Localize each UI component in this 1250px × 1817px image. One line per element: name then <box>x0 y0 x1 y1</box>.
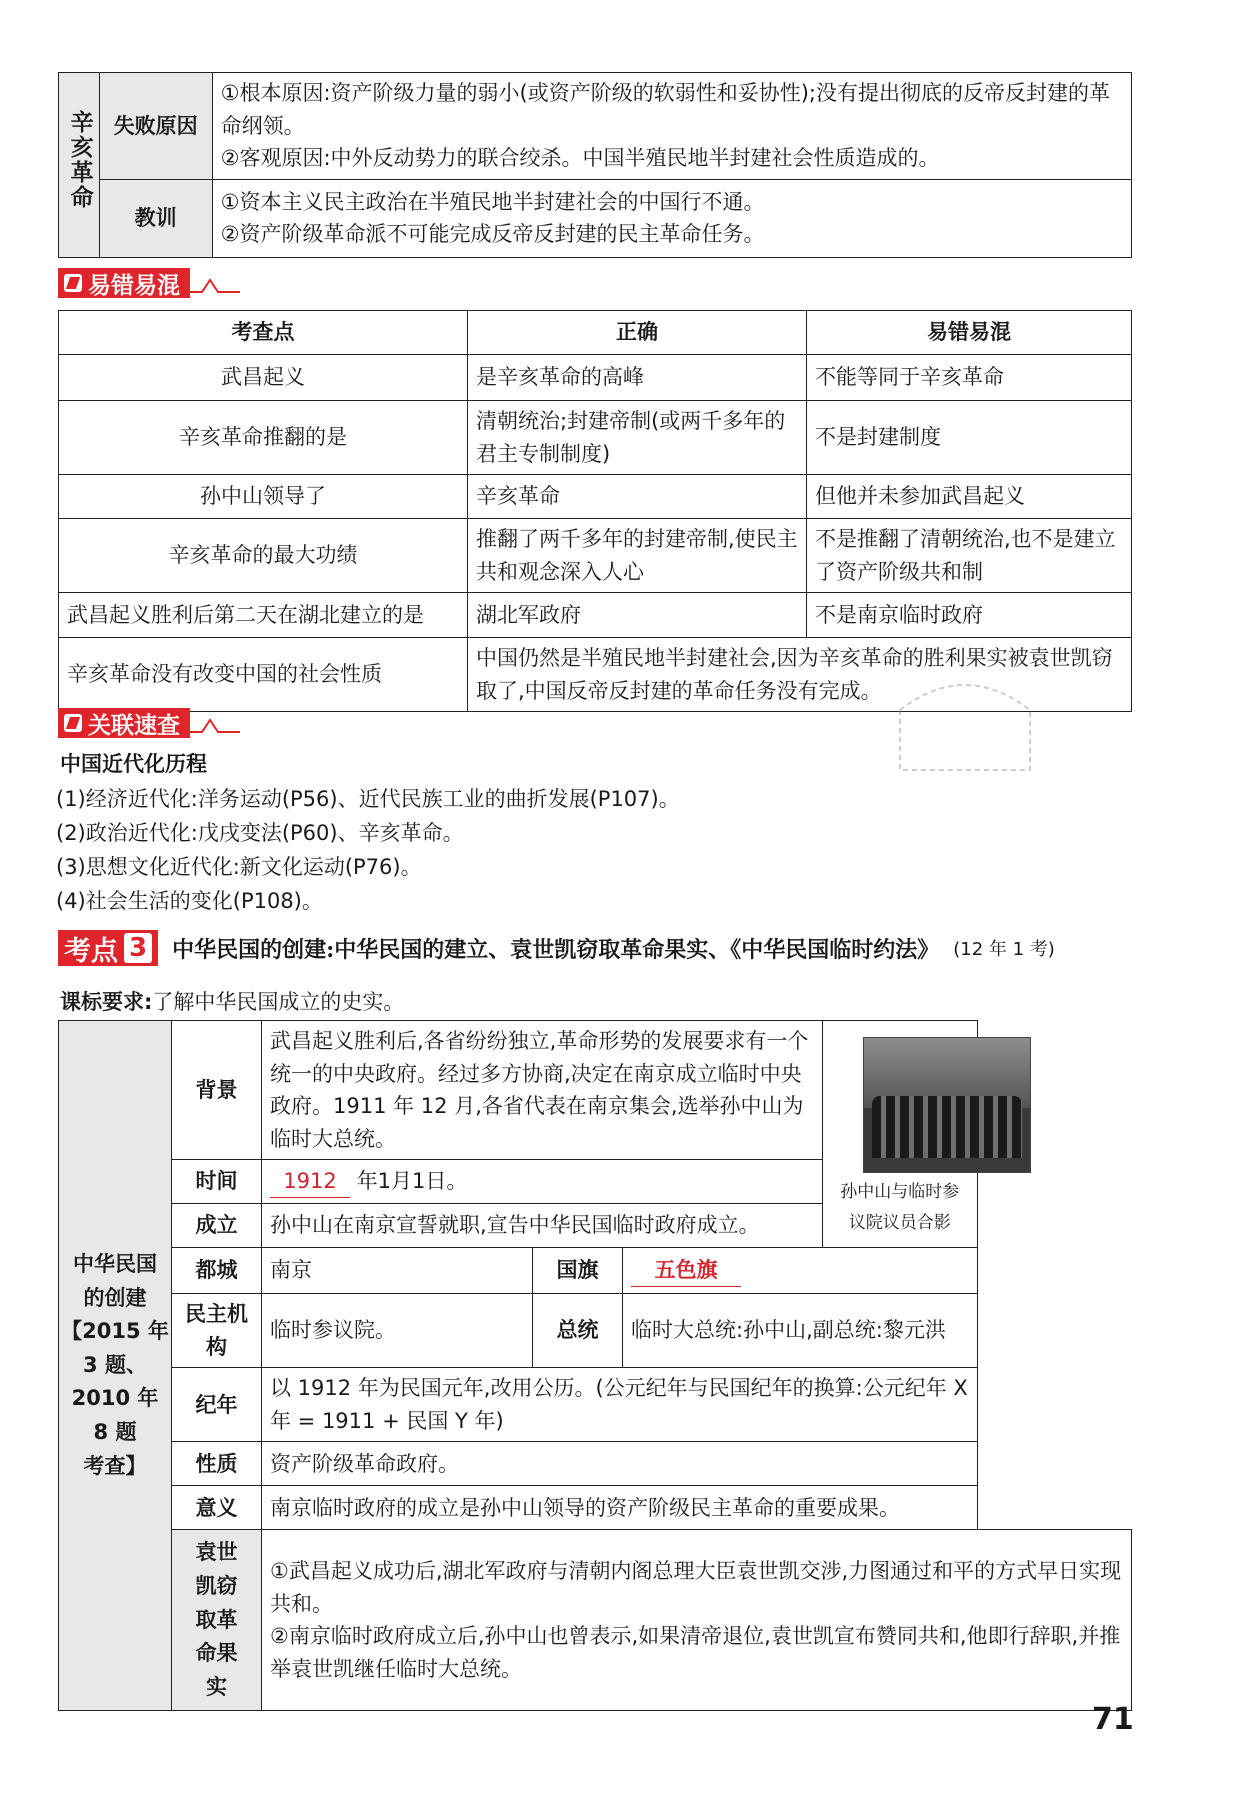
time-answer: 1912 <box>270 1165 350 1199</box>
related-subtitle: 中国近代化历程 <box>60 752 207 776</box>
related-list <box>56 782 680 918</box>
meaning-text: 南京临时政府的成立是孙中山领导的资产阶级民主革命的重要成果。 <box>262 1486 978 1530</box>
header-cell: 正确 <box>468 311 807 355</box>
flag-label: 国旗 <box>533 1248 623 1294</box>
row-line: ②客观原因:中外反动势力的联合绞杀。中国半殖民地半封建社会性质造成的。 <box>220 146 940 171</box>
era-label: 纪年 <box>172 1368 262 1442</box>
table-cell: 武昌起义 <box>59 355 468 401</box>
era-text: 以 1912 年为民国元年,改用公历。(公元纪年与民国纪年的换算:公元纪年 X 年 = 1911 + 民国 Y 年) <box>262 1368 978 1442</box>
xinhai-table <box>58 72 1132 258</box>
capital-value: 南京 <box>262 1248 533 1294</box>
table-cell: 不是封建制度 <box>807 401 1132 475</box>
row-line: ①根本原因:资产阶级力量的弱小(或资产阶级的软弱性和妥协性);没有提出彻底的反帝反封建的革命纲领。 <box>220 81 1110 138</box>
related-banner <box>58 708 240 738</box>
meaning-label: 意义 <box>172 1486 262 1530</box>
kaodian-title: 中华民国的创建:中华民国的建立、袁世凯窃取革命果实、《中华民国临时约法》 <box>172 936 940 963</box>
time-suffix: 年1月1日。 <box>356 1168 468 1193</box>
yuan-line: ①武昌起义成功后,湖北军政府与清朝内阁总理大臣袁世凯交涉,力图通过和平的方式早日实现共和。 <box>270 1559 1122 1616</box>
row-content <box>212 73 1131 180</box>
table-cell: 是辛亥革命的高峰 <box>468 355 807 401</box>
row-label: 教训 <box>99 179 212 257</box>
table-cell: 清朝统治;封建帝制(或两千多年的君主专制制度) <box>468 401 807 475</box>
background-label: 背景 <box>172 1021 262 1160</box>
header-cell: 易错易混 <box>807 311 1132 355</box>
nature-text: 资产阶级革命政府。 <box>262 1442 978 1486</box>
table-cell: 不是南京临时政府 <box>807 593 1132 638</box>
related-title: 关联速查 <box>88 712 180 739</box>
label-line: 8 题 <box>93 1420 137 1445</box>
list-item: (4)社会生活的变化(P108)。 <box>56 889 323 913</box>
stamp-logo <box>890 670 1040 790</box>
photo-cell <box>823 1021 978 1248</box>
row-line: ②资产阶级革命派不可能完成反帝反封建的民主革命任务。 <box>220 222 765 247</box>
table-cell: 辛亥革命推翻的是 <box>59 401 468 475</box>
flag-answer: 五色旗 <box>631 1254 741 1288</box>
president-label: 总统 <box>533 1294 623 1368</box>
flag-cell <box>623 1248 978 1294</box>
table-cell: 辛亥革命 <box>468 475 807 519</box>
table-cell: 中国仍然是半殖民地半封建社会,因为辛亥革命的胜利果实被袁世凯窃取了,中国反帝反封建的革命任务没有完成。 <box>468 638 1132 712</box>
photo-caption: 孙中山与临时参议院议员合影 <box>840 1182 960 1233</box>
yuan-label: 袁世凯窃取革命果实 <box>172 1530 262 1711</box>
president-value: 临时大总统:孙中山,副总统:黎元洪 <box>623 1294 978 1368</box>
democracy-value: 临时参议院。 <box>262 1294 533 1368</box>
section-label-cell <box>59 73 100 258</box>
yuan-content <box>262 1530 1132 1711</box>
curriculum-text: 了解中华民国成立的史实。 <box>152 990 405 1014</box>
democracy-label: 民主机构 <box>172 1294 262 1368</box>
list-item: (2)政治近代化:戊戌变法(P60)、辛亥革命。 <box>56 821 464 845</box>
label-line: 的创建 <box>83 1285 147 1310</box>
yuan-line: ②南京临时政府成立后,孙中山也曾表示,如果清帝退位,袁世凯宣布赞同共和,他即行辞职,并推举袁世凯继任临时大总统。 <box>270 1624 1121 1681</box>
confuse-banner <box>58 268 240 298</box>
table-cell: 辛亥革命没有改变中国的社会性质 <box>59 638 468 712</box>
table-cell: 但他并未参加武昌起义 <box>807 475 1132 519</box>
kaodian-note: (12 年 1 考) <box>953 939 1055 960</box>
table-cell: 武昌起义胜利后第二天在湖北建立的是 <box>59 593 468 638</box>
label-line: 2010 年 <box>71 1386 159 1411</box>
label-line: 3 题、 <box>83 1352 147 1377</box>
historical-photo <box>863 1037 1031 1173</box>
confuse-table <box>58 310 1132 712</box>
pencil-icon <box>64 274 82 292</box>
kaodian-tag-label: 考点 <box>64 935 118 967</box>
table-cell: 不能等同于辛亥革命 <box>807 355 1132 401</box>
curriculum <box>60 986 404 1016</box>
roc-table <box>58 1020 1132 1711</box>
row-line: ①资本主义民主政治在半殖民地半封建社会的中国行不通。 <box>220 189 765 214</box>
kaodian-number: 3 <box>124 933 152 963</box>
list-item: (3)思想文化近代化:新文化运动(P76)。 <box>56 855 422 879</box>
wave-decoration <box>190 272 240 294</box>
table-cell: 湖北军政府 <box>468 593 807 638</box>
table-cell: 孙中山领导了 <box>59 475 468 519</box>
header-cell: 考查点 <box>59 311 468 355</box>
row-content <box>212 179 1131 257</box>
page-number: 71 <box>1092 1702 1134 1737</box>
label-line: 考查】 <box>83 1453 147 1478</box>
kaodian-heading <box>58 930 1138 966</box>
row-label: 失败原因 <box>99 73 212 180</box>
time-cell <box>262 1160 823 1204</box>
label-line: 【2015 年 <box>61 1319 169 1344</box>
pencil-icon <box>64 714 82 732</box>
capital-label: 都城 <box>172 1248 262 1294</box>
kaodian-tag <box>58 930 158 966</box>
time-label: 时间 <box>172 1160 262 1204</box>
list-item: (1)经济近代化:洋务运动(P56)、近代民族工业的曲折发展(P107)。 <box>56 787 680 811</box>
roc-left-label <box>59 1021 172 1711</box>
nature-label: 性质 <box>172 1442 262 1486</box>
wave-decoration <box>190 712 240 734</box>
background-text: 武昌起义胜利后,各省纷纷独立,革命形势的发展要求有一个统一的中央政府。经过多方协商,决定在南京成立临时中央政府。1911 年 12 月,各省代表在南京集会,选举孙中山为临时大总统。 <box>262 1021 823 1160</box>
table-cell: 不是推翻了清朝统治,也不是建立了资产阶级共和制 <box>807 519 1132 593</box>
table-cell: 推翻了两千多年的封建帝制,使民主共和观念深入人心 <box>468 519 807 593</box>
section-label: 辛亥革命 <box>66 110 93 211</box>
curriculum-label: 课标要求: <box>60 990 153 1014</box>
label-line: 中华民国 <box>73 1252 157 1277</box>
establish-label: 成立 <box>172 1204 262 1248</box>
confuse-title: 易错易混 <box>88 272 180 299</box>
establish-text: 孙中山在南京宣誓就职,宣告中华民国临时政府成立。 <box>262 1204 823 1248</box>
table-cell: 辛亥革命的最大功绩 <box>59 519 468 593</box>
